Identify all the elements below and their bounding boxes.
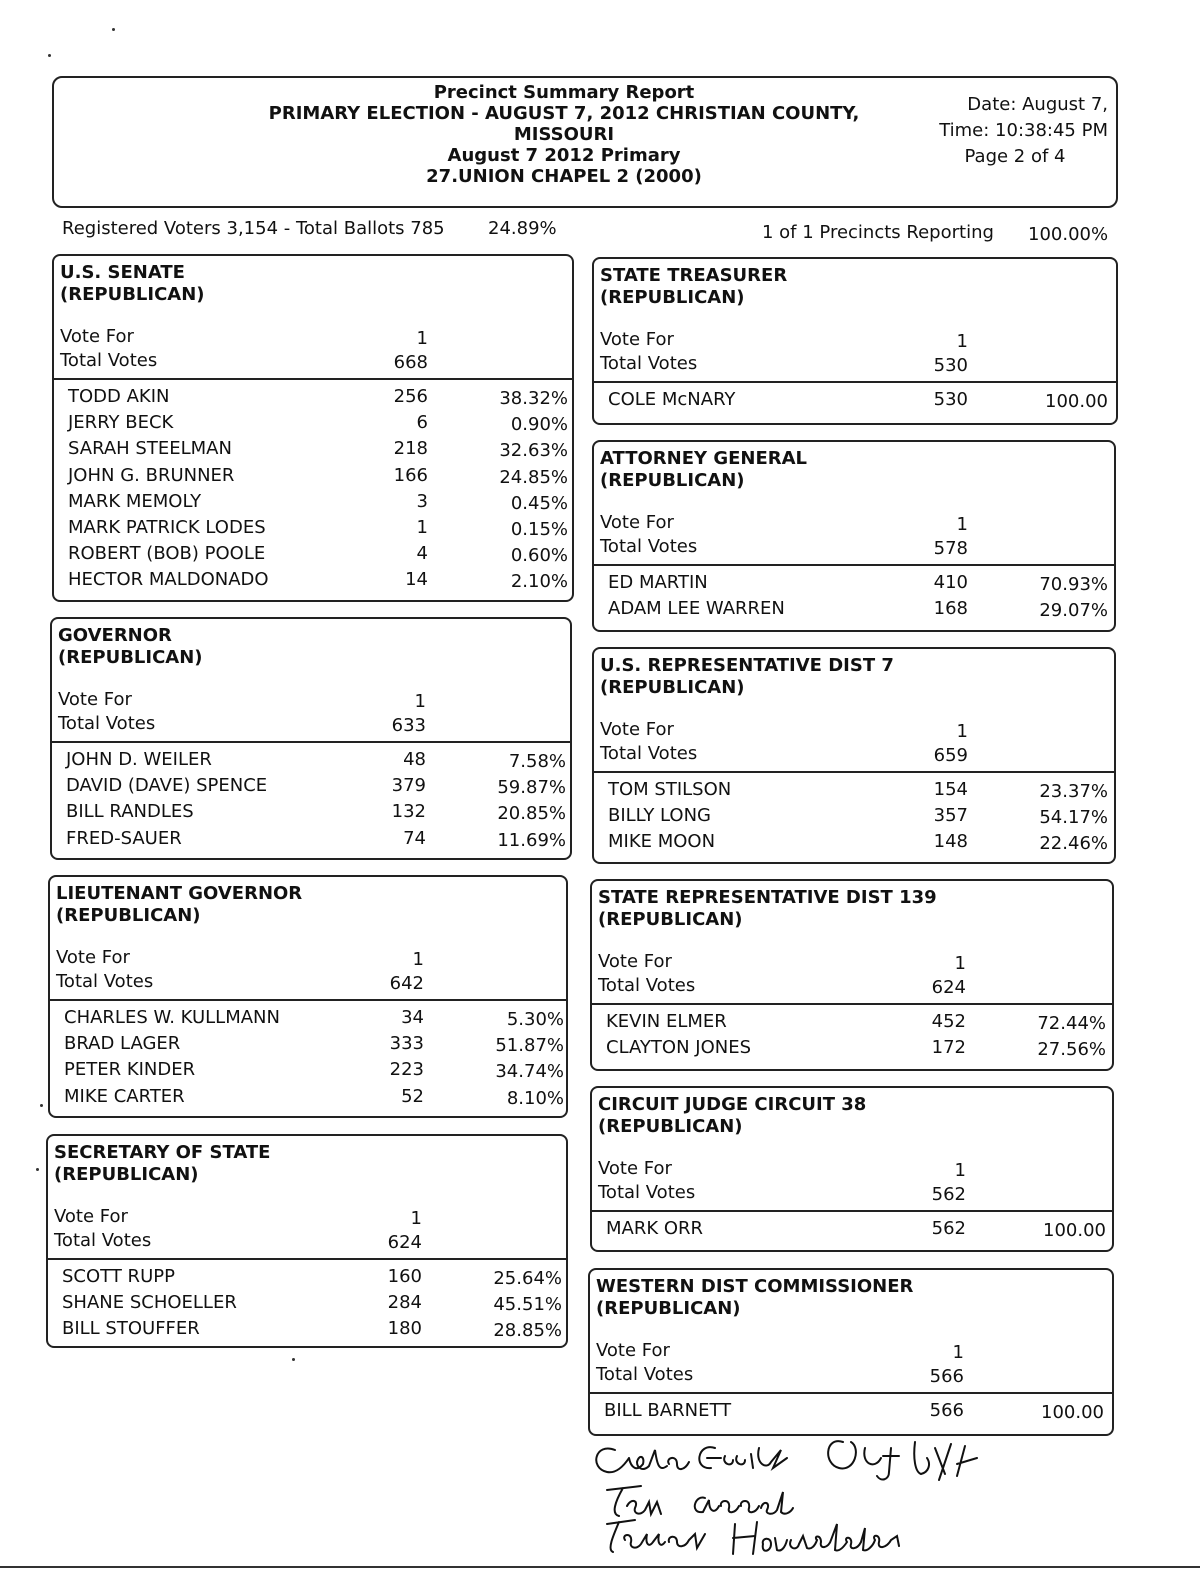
race-divider [592, 1210, 1112, 1212]
candidate-votes: 223 [389, 1059, 424, 1081]
race-party: (REPUBLICAN) [54, 1164, 199, 1185]
total-votes-value: 659 [933, 745, 968, 766]
total-votes-label: Total Votes [596, 1364, 694, 1385]
candidate-votes: 168 [933, 598, 968, 620]
reporting-percent: 100.00% [1028, 224, 1109, 245]
race-divider [594, 771, 1114, 773]
total-votes-value: 624 [931, 977, 966, 998]
vote-for-value: 1 [952, 1342, 964, 1363]
race-office: U.S. SENATE [60, 262, 185, 283]
report-title [174, 82, 954, 187]
candidate-percent: 28.85% [493, 1320, 562, 1342]
candidate-percent: 24.85% [499, 466, 568, 488]
candidate-name: TOM STILSON [608, 779, 732, 800]
candidate-percent: 59.87% [497, 777, 566, 799]
race-office: WESTERN DIST COMMISSIONER [596, 1276, 914, 1297]
candidate-votes: 172 [931, 1037, 966, 1059]
vote-for-label: Vote For [60, 326, 134, 347]
candidate-percent: 54.17% [1039, 807, 1108, 829]
total-votes-label: Total Votes [54, 1230, 152, 1251]
candidate-name: PETER KINDER [64, 1059, 196, 1081]
race-box [588, 1268, 1114, 1436]
candidate-percent: 2.10% [510, 571, 568, 593]
candidate-votes: 154 [933, 779, 968, 800]
total-votes-value: 668 [393, 352, 428, 373]
race-party: (REPUBLICAN) [58, 647, 203, 668]
candidate-percent: 38.32% [499, 388, 568, 409]
race-office: SECRETARY OF STATE [54, 1142, 271, 1163]
candidate-name: KEVIN ELMER [606, 1011, 727, 1032]
race-title [600, 265, 787, 309]
vote-for-value: 1 [416, 328, 428, 349]
candidate-votes: 566 [929, 1400, 964, 1421]
candidate-name: MARK ORR [606, 1218, 704, 1239]
candidate-name: BILL BARNETT [604, 1400, 732, 1421]
vote-for-value: 1 [954, 1160, 966, 1181]
scan-speck [36, 1168, 39, 1171]
race-title [54, 1142, 270, 1186]
race-office: ATTORNEY GENERAL [600, 448, 808, 469]
scan-speck [292, 1358, 295, 1361]
total-votes-label: Total Votes [60, 350, 158, 371]
total-votes-label: Total Votes [56, 971, 154, 992]
candidate-votes: 256 [393, 386, 428, 407]
candidate-percent: 27.56% [1037, 1039, 1106, 1061]
candidate-percent: 72.44% [1037, 1013, 1106, 1034]
turnout-percent: 24.89% [488, 218, 557, 239]
race-title [598, 887, 937, 931]
candidate-name: SHANE SCHOELLER [62, 1292, 237, 1314]
candidate-name: CHARLES W. KULLMANN [64, 1007, 280, 1028]
title-line: August 7 2012 Primary [447, 145, 681, 166]
candidate-percent: 5.30% [506, 1009, 564, 1030]
candidate-percent: 25.64% [493, 1268, 562, 1289]
total-votes-value: 642 [389, 973, 424, 994]
candidate-percent: 20.85% [497, 803, 566, 825]
candidate-name: SARAH STEELMAN [68, 438, 232, 460]
candidate-percent: 70.93% [1039, 574, 1108, 595]
candidate-votes: 166 [393, 464, 428, 486]
race-divider [590, 1392, 1112, 1394]
title-line: 27.UNION CHAPEL 2 (2000) [426, 166, 702, 187]
candidate-percent: 23.37% [1039, 781, 1108, 802]
title-line: MISSOURI [513, 124, 615, 145]
candidate-votes: 4 [416, 543, 428, 565]
total-votes-value: 633 [391, 715, 426, 736]
vote-for-label: Vote For [598, 951, 672, 972]
candidate-name: HECTOR MALDONADO [68, 569, 269, 591]
candidate-name: FRED-SAUER [66, 827, 182, 849]
vote-for-value: 1 [414, 691, 426, 712]
vote-for-label: Vote For [54, 1206, 128, 1227]
race-title [56, 883, 302, 927]
race-party: (REPUBLICAN) [56, 905, 201, 926]
candidate-percent: 100.00 [1041, 1402, 1104, 1423]
vote-for-value: 1 [412, 949, 424, 970]
race-party: (REPUBLICAN) [600, 677, 745, 698]
candidate-name: TODD AKIN [68, 386, 170, 407]
vote-for-value: 1 [954, 953, 966, 974]
total-votes-label: Total Votes [58, 713, 156, 734]
candidate-votes: 180 [387, 1318, 422, 1340]
candidate-votes: 1 [416, 517, 428, 538]
vote-for-value: 1 [956, 514, 968, 535]
race-box [46, 1134, 568, 1348]
candidate-votes: 160 [387, 1266, 422, 1287]
race-box [592, 257, 1118, 425]
vote-for-label: Vote For [600, 719, 674, 740]
vote-for-value: 1 [410, 1208, 422, 1229]
candidate-name: ED MARTIN [608, 572, 708, 593]
page-bottom-rule [0, 1566, 1200, 1568]
candidate-name: ADAM LEE WARREN [608, 598, 785, 620]
candidate-name: BILL STOUFFER [62, 1318, 200, 1340]
race-box [590, 1086, 1114, 1252]
candidate-percent: 34.74% [495, 1061, 564, 1083]
candidate-votes: 52 [401, 1085, 424, 1107]
candidate-name: ROBERT (BOB) POOLE [68, 543, 266, 565]
registered-voters: Registered Voters 3,154 - Total Ballots 785 [62, 218, 445, 239]
report-meta [920, 92, 1110, 170]
candidate-name: JOHN G. BRUNNER [68, 464, 235, 486]
race-title [60, 262, 205, 306]
title-line: PRIMARY ELECTION - AUGUST 7, 2012 CHRISTIAN COUNTY, [268, 103, 860, 124]
race-divider [54, 378, 572, 380]
candidate-percent: 0.60% [510, 545, 568, 567]
candidate-name: CLAYTON JONES [606, 1037, 752, 1059]
candidate-votes: 284 [387, 1292, 422, 1314]
candidate-name: SCOTT RUPP [62, 1266, 175, 1287]
vote-for-value: 1 [956, 331, 968, 352]
race-box [48, 875, 568, 1118]
report-page: Page 2 of 4 [964, 146, 1066, 167]
total-votes-label: Total Votes [600, 536, 698, 557]
candidate-votes: 452 [931, 1011, 966, 1032]
race-box [590, 879, 1114, 1071]
race-party: (REPUBLICAN) [596, 1298, 741, 1319]
candidate-votes: 410 [933, 572, 968, 593]
candidate-percent: 51.87% [495, 1035, 564, 1057]
total-votes-label: Total Votes [598, 975, 696, 996]
race-party: (REPUBLICAN) [60, 284, 205, 305]
candidate-name: MARK PATRICK LODES [68, 517, 266, 538]
total-votes-label: Total Votes [600, 353, 698, 374]
candidate-name: JERRY BECK [68, 412, 174, 434]
total-votes-label: Total Votes [600, 743, 698, 764]
race-title [600, 655, 894, 699]
scan-speck [112, 28, 115, 31]
report-header [52, 76, 1118, 208]
race-divider [592, 1003, 1112, 1005]
total-votes-value: 578 [933, 538, 968, 559]
race-box [592, 647, 1116, 864]
race-office: GOVERNOR [58, 625, 172, 646]
candidate-name: MIKE CARTER [64, 1085, 185, 1107]
candidate-name: BILL RANDLES [66, 801, 194, 823]
candidate-name: COLE McNARY [608, 389, 736, 410]
candidate-votes: 6 [416, 412, 428, 434]
candidate-votes: 218 [393, 438, 428, 460]
candidate-percent: 29.07% [1039, 600, 1108, 622]
race-box [50, 617, 572, 860]
total-votes-label: Total Votes [598, 1182, 696, 1203]
race-title [58, 625, 203, 669]
total-votes-value: 562 [931, 1184, 966, 1205]
candidate-percent: 45.51% [493, 1294, 562, 1316]
scan-speck [40, 1104, 43, 1107]
candidate-votes: 148 [933, 831, 968, 853]
vote-for-label: Vote For [56, 947, 130, 968]
total-votes-value: 566 [929, 1366, 964, 1387]
candidate-percent: 0.90% [510, 414, 568, 436]
candidate-percent: 22.46% [1039, 833, 1108, 855]
vote-for-label: Vote For [58, 689, 132, 710]
race-title [598, 1094, 866, 1138]
candidate-percent: 0.15% [510, 519, 568, 540]
race-party: (REPUBLICAN) [598, 909, 743, 930]
title-line: Precinct Summary Report [433, 82, 695, 103]
scan-speck [48, 54, 51, 57]
report-date: Date: August 7, [967, 94, 1108, 115]
candidate-percent: 7.58% [508, 751, 566, 772]
vote-for-label: Vote For [598, 1158, 672, 1179]
report-time: Time: 10:38:45 PM [939, 120, 1108, 141]
candidate-percent: 8.10% [506, 1087, 564, 1109]
candidate-votes: 379 [391, 775, 426, 797]
candidate-percent: 0.45% [510, 492, 568, 514]
candidate-votes: 530 [933, 389, 968, 410]
candidate-name: JOHN D. WEILER [66, 749, 212, 770]
total-votes-value: 530 [933, 355, 968, 376]
race-divider [52, 741, 570, 743]
candidate-votes: 562 [931, 1218, 966, 1239]
race-box [592, 440, 1116, 632]
candidate-percent: 11.69% [497, 829, 566, 851]
candidate-votes: 357 [933, 805, 968, 827]
race-title [600, 448, 807, 492]
race-divider [594, 564, 1114, 566]
candidate-percent: 100.00 [1045, 391, 1108, 412]
candidate-votes: 132 [391, 801, 426, 823]
candidate-votes: 48 [403, 749, 426, 770]
race-divider [50, 999, 566, 1001]
candidate-votes: 333 [389, 1033, 424, 1055]
race-office: STATE REPRESENTATIVE DIST 139 [598, 887, 937, 908]
candidate-percent: 100.00 [1043, 1220, 1106, 1241]
vote-for-label: Vote For [600, 512, 674, 533]
candidate-percent: 32.63% [499, 440, 568, 462]
candidate-votes: 74 [403, 827, 426, 849]
race-office: LIEUTENANT GOVERNOR [56, 883, 303, 904]
candidate-votes: 3 [416, 490, 428, 512]
race-divider [48, 1258, 566, 1260]
race-party: (REPUBLICAN) [600, 287, 745, 308]
vote-for-label: Vote For [600, 329, 674, 350]
race-divider [594, 381, 1116, 383]
vote-for-label: Vote For [596, 1340, 670, 1361]
candidate-votes: 14 [405, 569, 428, 591]
race-box [52, 254, 574, 602]
race-party: (REPUBLICAN) [600, 470, 745, 491]
precincts-reporting: 1 of 1 Precincts Reporting [762, 222, 994, 243]
vote-for-value: 1 [956, 721, 968, 742]
candidate-name: MIKE MOON [608, 831, 716, 853]
signatures [585, 1428, 1055, 1568]
candidate-name: DAVID (DAVE) SPENCE [66, 775, 268, 797]
candidate-name: MARK MEMOLY [68, 490, 202, 512]
race-title [596, 1276, 913, 1320]
candidate-name: BILLY LONG [608, 805, 712, 827]
candidate-name: BRAD LAGER [64, 1033, 181, 1055]
race-office: CIRCUIT JUDGE CIRCUIT 38 [598, 1094, 867, 1115]
total-votes-value: 624 [387, 1232, 422, 1253]
race-office: U.S. REPRESENTATIVE DIST 7 [600, 655, 894, 676]
candidate-votes: 34 [401, 1007, 424, 1028]
race-party: (REPUBLICAN) [598, 1116, 743, 1137]
race-office: STATE TREASURER [600, 265, 788, 286]
